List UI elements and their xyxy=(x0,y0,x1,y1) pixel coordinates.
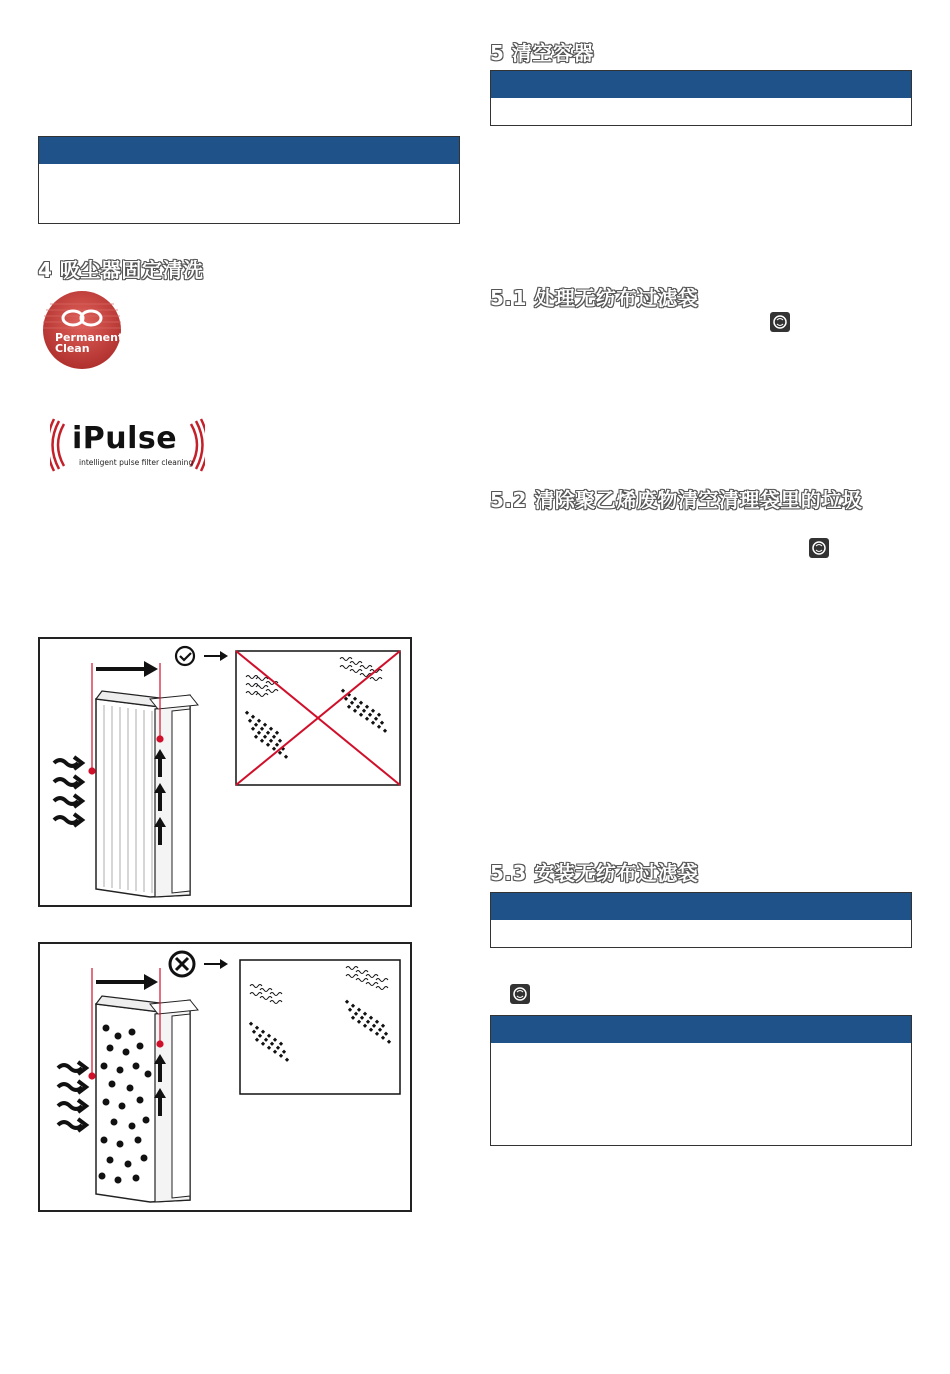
section-5-2-heading: 5.2 清除聚乙烯废物清空清理袋里的垃圾 xyxy=(490,488,863,512)
filter-bag-icon xyxy=(809,538,829,558)
notice-box-left xyxy=(38,136,460,224)
notice-bar xyxy=(491,1016,911,1043)
figure-clean-filter xyxy=(38,637,412,907)
permanent-clean-logo xyxy=(42,290,122,370)
ipulse-tagline: intelligent pulse filter cleaning xyxy=(79,458,194,467)
section-5-1-heading: 5.1 处理无纺布过滤袋 xyxy=(490,286,699,310)
ipulse-logo xyxy=(50,418,205,472)
logo-line2: Clean xyxy=(55,342,90,355)
filter-cartridge xyxy=(96,691,198,897)
arrow-right-icon xyxy=(204,959,228,969)
clean-filter-illustration xyxy=(40,639,410,905)
section-5-heading: 5 清空容器 xyxy=(490,41,594,65)
notice-bar xyxy=(39,137,459,164)
notice-box-section-5-3 xyxy=(490,892,912,948)
filter-cartridge xyxy=(96,996,198,1202)
permanent-clean-badge xyxy=(42,290,122,370)
airflow-arrows-icon xyxy=(58,1062,86,1131)
notice-bar xyxy=(491,893,911,920)
logo-line1: Permanent xyxy=(55,331,124,344)
notice-box-section-5 xyxy=(490,70,912,126)
section-5-3-heading: 5.3 安装无纺布过滤袋 xyxy=(490,861,699,885)
filter-bag-icon xyxy=(510,984,530,1004)
notice-bar xyxy=(491,71,911,98)
arrow-right-icon xyxy=(204,651,228,661)
section-4-heading: 4 吸尘器固定清洗 xyxy=(38,258,204,282)
figure-clogged-filter xyxy=(38,942,412,1212)
ipulse-name: iPulse xyxy=(72,421,178,456)
notice-box-bottom-right xyxy=(490,1015,912,1146)
filter-bag-icon xyxy=(770,312,790,332)
x-circle-icon xyxy=(170,952,194,976)
clogged-filter-illustration xyxy=(40,944,410,1210)
check-circle-icon xyxy=(176,647,194,665)
airflow-arrows-icon xyxy=(54,757,82,826)
